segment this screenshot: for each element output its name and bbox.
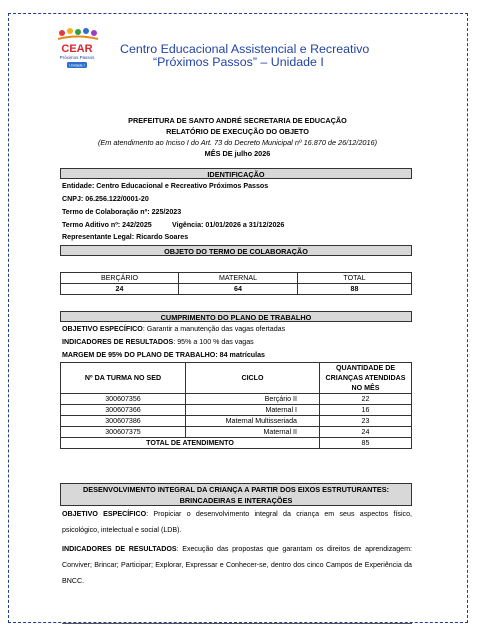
turma-cell: 300607386 xyxy=(61,416,186,427)
objeto-val-maternal: 64 xyxy=(179,284,298,295)
ciclo-cell: Maternal I xyxy=(186,405,320,416)
objeto-col-bercario: BERÇÁRIO xyxy=(61,273,179,284)
qtd-cell: 16 xyxy=(320,405,412,416)
objeto-table xyxy=(60,272,412,295)
cear-logo xyxy=(52,27,102,71)
total-value: 85 xyxy=(320,438,412,449)
vigencia-line: Vigência: 01/01/2026 a 31/12/2026 xyxy=(172,221,285,229)
ciclo-cell: Maternal Multisseriada xyxy=(186,416,320,427)
logo-sub: Próximos Passos xyxy=(59,55,95,60)
qtd-cell: 23 xyxy=(320,416,412,427)
desenvolvimento-objetivo: OBJETIVO ESPECÍFICO: Propiciar o desenvolvimento integral da criança em seus aspectos físico, psicológico, intelectual e social (LDB). xyxy=(62,510,412,534)
objeto-val-bercario: 24 xyxy=(61,284,179,295)
table-row xyxy=(61,394,412,405)
turmas-table xyxy=(60,362,412,449)
doc-line-4: MÊS DE julho 2026 xyxy=(204,149,271,158)
qtd-cell: 22 xyxy=(320,394,412,405)
header-subtitle: “Próximos Passos” – Unidade I xyxy=(153,55,324,69)
turmas-header-qtd: QUANTIDADE DE CRIANÇAS ATENDIDAS NO MÊS xyxy=(320,363,412,394)
ciclo-cell: Berçário II xyxy=(186,394,320,405)
desenvolvimento-heading-1: DESENVOLVIMENTO INTEGRAL DA CRIANÇA A PARTIR DOS EIXOS ESTRUTURANTES: xyxy=(82,485,390,494)
plano-margem-line: MARGEM DE 95% DO PLANO DE TRABALHO: 84 matrículas xyxy=(62,351,265,359)
desenvolvimento-indicadores: INDICADORES DE RESULTADOS: Execução das propostas que garantam os direitos de aprendizagem: Conviver; Brincar; Participar; Explorar, Expressar e Conhecer-se, dentro dos cinco Campos de Experiência da BNCC. xyxy=(62,545,412,585)
termo-line: Termo de Colaboração nº: 225/2023 xyxy=(62,208,182,216)
plano-heading: CUMPRIMENTO DO PLANO DE TRABALHO xyxy=(60,311,412,322)
table-row xyxy=(61,405,412,416)
turma-cell: 300607366 xyxy=(61,405,186,416)
turma-cell: 300607356 xyxy=(61,394,186,405)
plano-objetivo-line: OBJETIVO ESPECÍFICO: Garantir a manutenção das vagas ofertadas xyxy=(62,325,286,333)
table-row xyxy=(61,427,412,438)
turma-cell: 300607375 xyxy=(61,427,186,438)
ciclo-cell: Maternal II xyxy=(186,427,320,438)
doc-line-2: RELATÓRIO DE EXECUÇÃO DO OBJETO xyxy=(166,127,309,136)
entidade-line: Entidade: Centro Educacional e Recreativo Próximos Passos xyxy=(62,182,269,190)
logo-tag: Unidade I xyxy=(69,63,85,68)
logo-text: CEAR xyxy=(61,43,93,55)
plano-indicadores-line: INDICADORES DE RESULTADOS: 95% a 100 % das vagas xyxy=(62,338,254,346)
qtd-cell: 24 xyxy=(320,427,412,438)
representante-line: Representante Legal: Ricardo Soares xyxy=(62,233,189,241)
objeto-col-total: TOTAL xyxy=(298,273,412,284)
cnpj-line: CNPJ: 06.256.122/0001-20 xyxy=(62,195,149,203)
objeto-col-maternal: MATERNAL xyxy=(179,273,298,284)
table-row xyxy=(61,416,412,427)
turmas-header-ciclo: CICLO xyxy=(186,363,320,394)
objeto-val-total: 88 xyxy=(298,284,412,295)
doc-line-3: (Em atendimento ao Inciso I do Art. 73 do Decreto Municipal nº 16.870 de 26/12/2016) xyxy=(97,138,378,147)
footer-rule xyxy=(62,623,412,624)
total-label: TOTAL DE ATENDIMENTO xyxy=(61,438,320,449)
objeto-heading: OBJETO DO TERMO DE COLABORAÇÃO xyxy=(60,245,412,256)
doc-line-1: PREFEITURA DE SANTO ANDRÉ SECRETARIA DE EDUCAÇÃO xyxy=(128,116,347,125)
desenvolvimento-heading xyxy=(60,483,412,506)
header-title: Centro Educacional Assistencial e Recreativo xyxy=(120,42,370,56)
aditivo-line: Termo Aditivo nº: 242/2025 xyxy=(62,221,152,229)
identificacao-heading: IDENTIFICAÇÃO xyxy=(60,168,412,179)
desenvolvimento-heading-2: BRINCADEIRAS E INTERAÇÕES xyxy=(179,496,293,505)
turmas-header-turma: Nº DA TURMA NO SED xyxy=(61,363,186,394)
